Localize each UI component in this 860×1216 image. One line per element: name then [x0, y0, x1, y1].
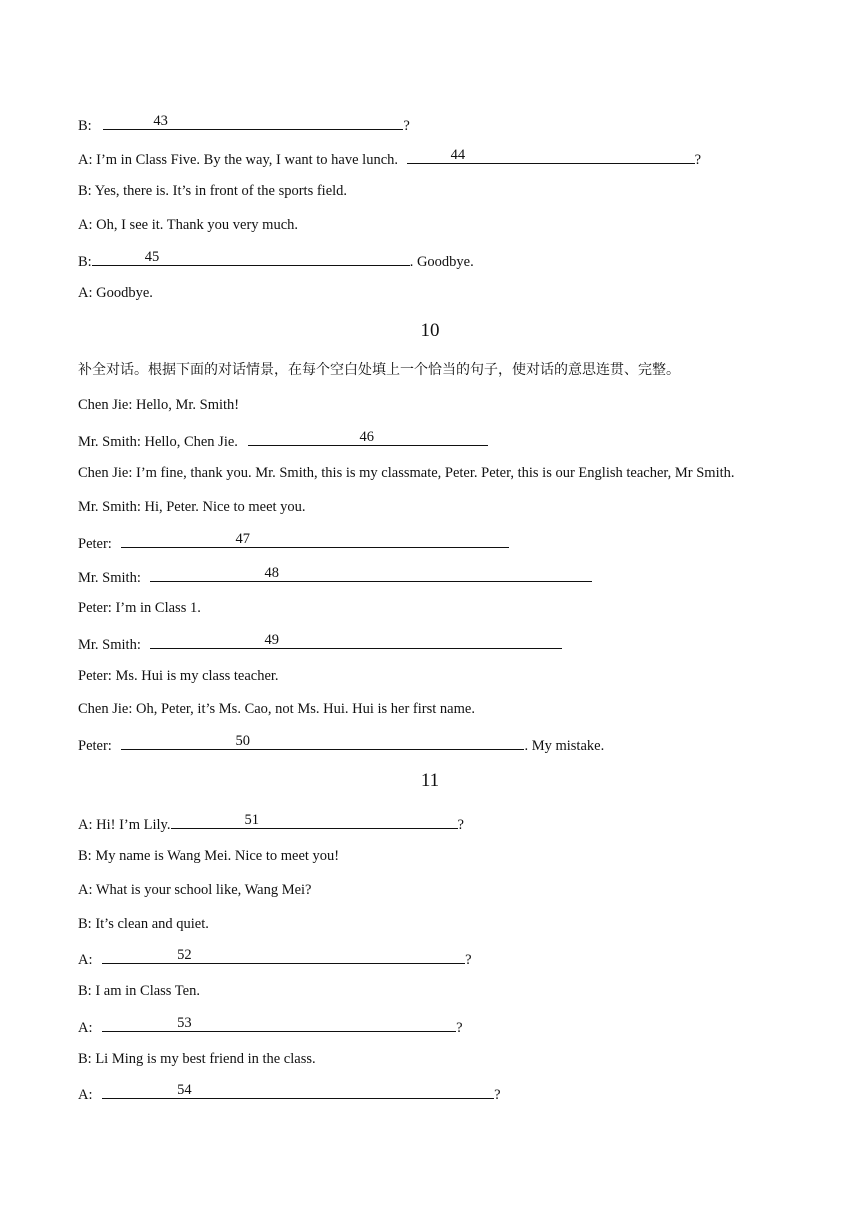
answer-blank[interactable] — [150, 566, 592, 582]
blank-number: 47 — [235, 531, 250, 547]
dialogue-line — [78, 250, 474, 271]
blank-number: 44 — [450, 147, 466, 163]
answer-blank[interactable] — [150, 633, 562, 649]
answer-blank[interactable] — [102, 1016, 456, 1032]
line-ending: ? — [494, 1087, 501, 1103]
speaker: Chen Jie: — [78, 465, 133, 481]
blank-number: 54 — [177, 1082, 192, 1098]
dialogue-line — [78, 566, 592, 587]
line-ending: ? — [465, 952, 472, 968]
line-text: Hi! I’m Lily. — [96, 817, 171, 833]
speaker: A: — [78, 152, 93, 168]
line-ending: ? — [403, 118, 410, 134]
dialogue-line — [78, 915, 209, 933]
blank-number: 46 — [359, 429, 375, 445]
blank-number: 51 — [244, 812, 259, 828]
line-ending: ? — [694, 152, 702, 168]
speaker: B: — [78, 1051, 92, 1067]
line-text: Hi, Peter. Nice to meet you. — [144, 499, 306, 515]
line-text: What is your school like, Wang Mei? — [95, 882, 312, 898]
dialogue-line — [78, 464, 735, 482]
blank-number: 52 — [177, 947, 192, 963]
dialogue-line — [78, 216, 298, 234]
dialogue-line — [78, 948, 472, 969]
line-text: Goodbye. — [96, 285, 153, 301]
line-text: My name is Wang Mei. Nice to meet you! — [95, 848, 340, 864]
dialogue-line — [78, 430, 488, 451]
speaker: Mr. Smith: — [78, 637, 141, 653]
dialogue-line — [78, 396, 239, 414]
speaker: B: — [78, 983, 92, 999]
line-text: Hello, Chen Jie. — [144, 434, 238, 450]
line-text: Hello, Mr. Smith! — [136, 397, 240, 413]
blank-number: 50 — [235, 733, 250, 749]
dialogue-line — [78, 700, 475, 718]
speaker: B: — [78, 848, 92, 864]
speaker: A: — [78, 285, 93, 301]
answer-blank[interactable] — [248, 430, 488, 446]
speaker: B: — [78, 916, 92, 932]
speaker: Peter: — [78, 738, 112, 754]
dialogue-line — [78, 284, 153, 302]
dialogue-line — [78, 1083, 501, 1104]
line-text: Yes, there is. It’s in front of the sports field. — [94, 183, 348, 199]
line-text: Oh, Peter, it’s Ms. Cao, not Ms. Hui. Hui is her first name. — [136, 701, 475, 717]
dialogue-line — [78, 881, 312, 899]
dialogue-line — [78, 734, 604, 755]
line-text: Ms. Hui is my class teacher. — [115, 668, 279, 684]
dialogue-line — [78, 182, 347, 200]
dialogue-line — [78, 498, 306, 516]
blank-number: 53 — [177, 1015, 192, 1031]
blank-number: 43 — [153, 113, 168, 129]
speaker: Chen Jie: — [78, 701, 133, 717]
dialogue-line — [78, 148, 701, 169]
line-text: I’m fine, thank you. Mr. Smith, this is my classmate, Peter. Peter, this is our English teacher, Mr Smith. — [136, 465, 735, 481]
section-number: 11 — [420, 770, 440, 791]
dialogue-line — [78, 114, 410, 135]
dialogue-line — [78, 1050, 316, 1068]
line-ending: . My mistake. — [524, 738, 605, 754]
speaker: Peter: — [78, 668, 112, 684]
blank-number: 48 — [264, 565, 279, 581]
speaker: B: — [78, 183, 92, 199]
line-text: I’m in Class 1. — [115, 600, 201, 616]
speaker: A: — [78, 882, 93, 898]
answer-blank[interactable] — [102, 948, 465, 964]
answer-blank[interactable] — [171, 813, 458, 829]
line-ending: ? — [456, 1020, 463, 1036]
speaker: A: — [78, 1087, 93, 1103]
line-ending: ? — [457, 817, 464, 833]
speaker: B: — [78, 118, 92, 134]
speaker: Mr. Smith: — [78, 434, 141, 450]
blank-number: 49 — [264, 632, 279, 648]
line-text: Oh, I see it. Thank you very much. — [96, 217, 299, 233]
line-text: I am in Class Ten. — [95, 983, 200, 999]
dialogue-line — [78, 633, 562, 654]
line-text: It’s clean and quiet. — [95, 916, 209, 932]
answer-blank[interactable] — [407, 148, 695, 164]
dialogue-line — [78, 667, 279, 685]
answer-blank[interactable] — [103, 114, 403, 130]
speaker: B: — [78, 254, 92, 270]
dialogue-line — [78, 813, 464, 834]
speaker: A: — [78, 952, 93, 968]
line-text: I’m in Class Five. By the way, I want to have lunch. — [96, 152, 399, 168]
dialogue-line — [78, 1016, 463, 1037]
answer-blank[interactable] — [121, 734, 524, 750]
dialogue-line — [78, 599, 201, 617]
answer-blank[interactable] — [102, 1083, 494, 1099]
speaker: Peter: — [78, 600, 112, 616]
dialogue-line — [78, 982, 200, 1000]
speaker: Chen Jie: — [78, 397, 133, 413]
blank-number: 45 — [144, 249, 160, 265]
dialogue-line — [78, 532, 509, 553]
speaker: Mr. Smith: — [78, 570, 141, 586]
answer-blank[interactable] — [92, 250, 410, 266]
line-ending: . Goodbye. — [409, 254, 474, 270]
speaker: Peter: — [78, 536, 112, 552]
answer-blank[interactable] — [121, 532, 509, 548]
dialogue-line — [78, 847, 339, 865]
speaker: A: — [78, 1020, 93, 1036]
instruction-text: 补全对话。根据下面的对话情景，在每个空白处填上一个恰当的句子，使对话的意思连贯、完整。 — [78, 362, 680, 378]
speaker: A: — [78, 217, 93, 233]
section-number: 10 — [420, 320, 440, 341]
speaker: Mr. Smith: — [78, 499, 141, 515]
line-text: Li Ming is my best friend in the class. — [95, 1051, 316, 1067]
speaker: A: — [78, 817, 93, 833]
